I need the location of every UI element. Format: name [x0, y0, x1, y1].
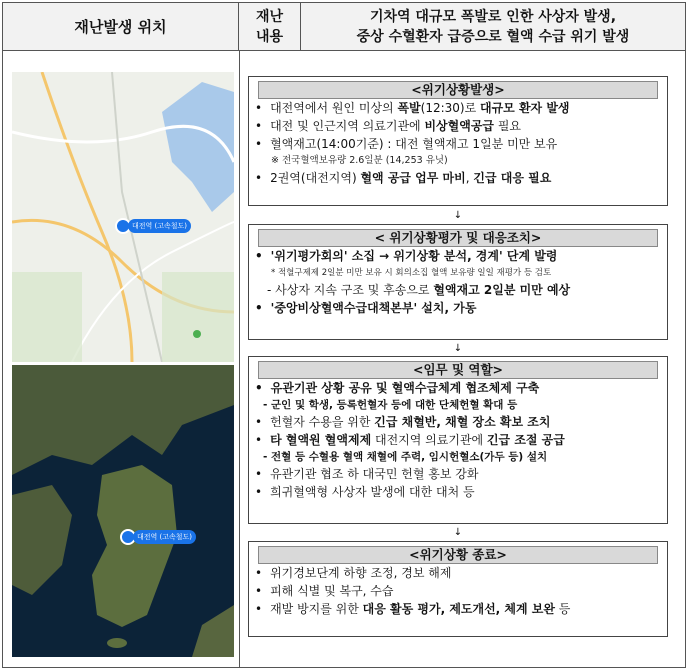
- list-item: • 유관기관 상황 공유 및 혈액수급체계 협조체제 구축: [255, 381, 540, 395]
- list-item: • 혈액재고(14:00기준) : 대전 혈액재고 1일분 미만 보유: [255, 137, 558, 151]
- location-header: [3, 3, 239, 51]
- mission-title: <임무 및 역할>: [258, 361, 658, 379]
- assessment-title: < 위기상황평가 및 대응조치>: [258, 229, 658, 247]
- list-item: • 유관기관 협조 하 대국민 헌혈 홍보 강화: [255, 467, 479, 481]
- crisis-end-box: [248, 541, 668, 637]
- column-divider: [239, 51, 240, 667]
- crisis-occurrence-box: [248, 76, 668, 206]
- country-map-graphic: [12, 365, 234, 657]
- list-item: • 헌혈자 수용을 위한 긴급 채혈반, 채혈 장소 확보 조치: [255, 415, 551, 429]
- location-label: 재난발생 위치: [74, 18, 167, 36]
- country-map: [12, 365, 234, 657]
- list-item: • 타 혈액원 혈액제제 대전지역 의료기관에 긴급 조절 공급: [255, 433, 565, 447]
- flow-arrow-icon: ↓: [453, 210, 463, 221]
- city-pin-label: 대전역 (고속철도): [128, 219, 191, 233]
- country-pin-label: 대전역 (고속철도): [133, 530, 196, 544]
- country-map-pin[interactable]: [120, 529, 196, 545]
- assessment-box: [248, 224, 668, 340]
- content-line1: 기차역 대규모 폭발로 인한 사상자 발생,: [369, 8, 617, 25]
- crisis-occurrence-title: <위기상황발생>: [258, 81, 658, 99]
- flow-arrow-icon: ↓: [453, 527, 463, 538]
- list-note: - 전혈 등 수혈용 혈액 채혈에 주력, 임시헌혈소(가두 등) 설치: [263, 451, 548, 463]
- list-item: • 피해 식별 및 복구, 수습: [255, 584, 394, 598]
- flow-arrow-icon: ↓: [453, 343, 463, 354]
- list-item: • 희귀혈액형 사상자 발생에 대한 대처 등: [255, 485, 475, 499]
- list-item: • '중앙비상혈액수급대책본부' 설치, 가동: [255, 301, 477, 315]
- mission-box: [248, 356, 668, 524]
- list-item: • 2권역(대전지역) 혈액 공급 업무 마비, 긴급 대응 필요: [255, 171, 552, 185]
- content-label-line1: 재난: [255, 8, 284, 25]
- crisis-end-title: <위기상황 종료>: [258, 546, 658, 564]
- city-map-graphic: [12, 72, 234, 362]
- list-note: - 군인 및 학생, 등록헌혈자 등에 대한 단체헌혈 확대 등: [263, 399, 518, 411]
- city-map: [12, 72, 234, 362]
- list-item: • 재발 방지를 위한 대응 활동 평가, 제도개선, 체계 보완 등: [255, 602, 571, 616]
- list-item: - 사상자 지속 구조 및 후송으로 혈액재고 2일분 미만 예상: [267, 283, 571, 297]
- city-map-pin[interactable]: [115, 218, 191, 234]
- list-item: • '위기평가회의' 소집 → 위기상황 분석, 경계' 단계 발령: [255, 249, 558, 263]
- list-item: • 대전 및 인근지역 의료기관에 비상혈액공급 필요: [255, 119, 522, 133]
- content-header: [301, 3, 685, 51]
- list-note: ※ 전국혈액보유량 2.6일분 (14,253 유닛): [271, 155, 448, 166]
- content-label-cell: [239, 3, 301, 51]
- content-line2: 중상 수혈환자 급증으로 혈액 수급 위기 발생: [356, 28, 630, 45]
- list-item: • 대전역에서 원인 미상의 폭발(12:30)로 대규모 환자 발생: [255, 101, 570, 115]
- list-item: • 위기경보단계 하향 조정, 경보 해제: [255, 566, 452, 580]
- list-note: * 적혈구제제 2일분 미만 보유 시 회의소집 혈액 보유량 일일 재평가 등 검토: [271, 268, 552, 278]
- content-label-line2: 내용: [255, 28, 284, 45]
